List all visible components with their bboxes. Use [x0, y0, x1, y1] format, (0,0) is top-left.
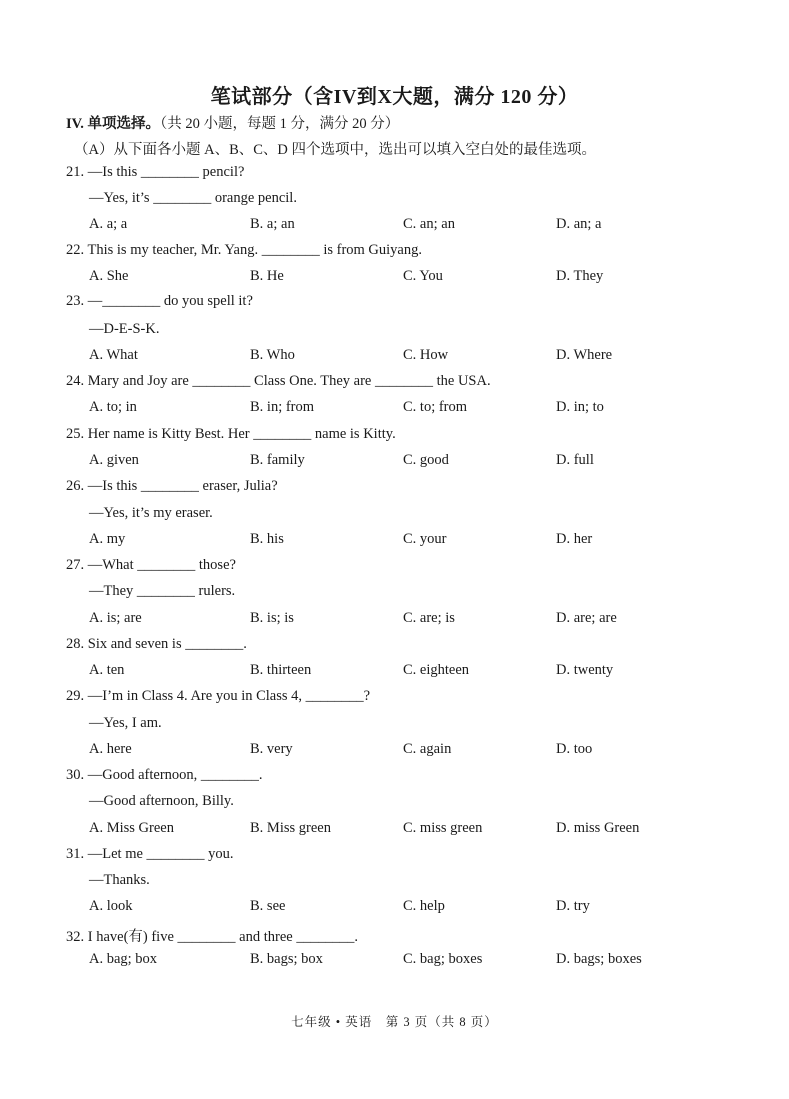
- question-29-options: [89, 741, 729, 761]
- question-26-stem: 26. —Is this ________ eraser, Julia?: [66, 478, 278, 494]
- option-d: D. are; are: [556, 610, 617, 626]
- question-24-options: [89, 399, 729, 419]
- option-d: D. twenty: [556, 662, 614, 678]
- question-27-reply: —They ________ rulers.: [89, 583, 236, 599]
- option-a: A. She: [89, 268, 129, 284]
- question-31-options: [89, 898, 729, 918]
- question-30-reply: —Good afternoon, Billy.: [89, 793, 234, 809]
- question-23-reply: —D-E-S-K.: [89, 321, 160, 337]
- option-d: D. bags; boxes: [556, 951, 642, 967]
- option-a: A. my: [89, 531, 126, 547]
- question-28-stem: 28. Six and seven is ________.: [66, 636, 247, 652]
- option-a: A. bag; box: [89, 951, 158, 967]
- question-21-stem: 21. —Is this ________ pencil?: [66, 164, 245, 180]
- option-d: D. They: [556, 268, 604, 284]
- option-c: C. to; from: [403, 399, 468, 415]
- option-b: B. is; is: [250, 610, 294, 626]
- section-instruction: （A）从下面各小题 A、B、C、D 四个选项中，选出可以填入空白处的最佳选项。: [74, 142, 597, 158]
- option-b: B. thirteen: [250, 662, 312, 678]
- option-d: D. full: [556, 452, 594, 468]
- page-title: 笔试部分（含IV到X大题，满分 120 分）: [210, 86, 579, 108]
- option-c: C. your: [403, 531, 447, 547]
- option-a: A. given: [89, 452, 139, 468]
- question-23-stem: 23. —________ do you spell it?: [66, 293, 253, 309]
- question-29-stem: 29. —I’m in Class 4. Are you in Class 4, ________?: [66, 688, 371, 704]
- option-b: B. bags; box: [250, 951, 323, 967]
- option-d: D. too: [556, 741, 593, 757]
- option-a: A. is; are: [89, 610, 142, 626]
- option-d: D. try: [556, 898, 590, 914]
- option-a: A. ten: [89, 662, 125, 678]
- option-c: C. You: [403, 268, 443, 284]
- option-c: C. eighteen: [403, 662, 470, 678]
- page-footer: 七年级 • 英语 第 3 页（共 8 页）: [291, 1015, 498, 1029]
- question-31-reply: —Thanks.: [89, 872, 150, 888]
- option-b: B. in; from: [250, 399, 315, 415]
- question-21-reply: —Yes, it’s ________ orange pencil.: [89, 190, 297, 206]
- option-c: C. bag; boxes: [403, 951, 483, 967]
- question-25-stem: 25. Her name is Kitty Best. Her ________ name is Kitty.: [66, 426, 396, 442]
- option-b: B. a; an: [250, 216, 295, 232]
- option-c: C. again: [403, 741, 452, 757]
- option-b: B. Miss green: [250, 820, 331, 836]
- option-c: C. an; an: [403, 216, 455, 232]
- section-label: IV. 单项选择。: [66, 116, 160, 132]
- option-a: A. to; in: [89, 399, 137, 415]
- option-b: B. very: [250, 741, 293, 757]
- question-30-options: [89, 820, 729, 840]
- question-27-stem: 27. —What ________ those?: [66, 557, 236, 573]
- option-b: B. He: [250, 268, 284, 284]
- question-30-stem: 30. —Good afternoon, ________.: [66, 767, 263, 783]
- option-a: A. here: [89, 741, 132, 757]
- option-c: C. help: [403, 898, 445, 914]
- question-28-options: [89, 662, 729, 682]
- option-b: B. family: [250, 452, 305, 468]
- question-22-stem: 22. This is my teacher, Mr. Yang. ________ is from Guiyang.: [66, 242, 422, 258]
- option-d: D. an; a: [556, 216, 602, 232]
- option-b: B. see: [250, 898, 286, 914]
- option-d: D. miss Green: [556, 820, 640, 836]
- option-c: C. good: [403, 452, 449, 468]
- option-a: A. a; a: [89, 216, 128, 232]
- section-heading: [66, 112, 399, 133]
- option-a: A. Miss Green: [89, 820, 174, 836]
- question-24-stem: 24. Mary and Joy are ________ Class One. They are ________ the USA.: [66, 373, 491, 389]
- question-27-options: [89, 610, 729, 630]
- question-26-options: [89, 531, 729, 551]
- question-21-options: [89, 216, 729, 236]
- question-25-options: [89, 452, 729, 472]
- question-23-options: [89, 347, 729, 367]
- option-b: B. Who: [250, 347, 295, 363]
- question-32-options: [89, 951, 729, 971]
- question-29-reply: —Yes, I am.: [89, 715, 162, 731]
- option-b: B. his: [250, 531, 284, 547]
- section-note: （共 20 小题，每题 1 分，满分 20 分）: [160, 116, 400, 132]
- option-c: C. How: [403, 347, 449, 363]
- option-d: D. in; to: [556, 399, 604, 415]
- question-32-stem: 32. I have(有) five ________ and three ________.: [66, 929, 358, 945]
- option-a: A. look: [89, 898, 133, 914]
- question-31-stem: 31. —Let me ________ you.: [66, 846, 234, 862]
- option-d: D. Where: [556, 347, 613, 363]
- option-d: D. her: [556, 531, 593, 547]
- question-26-reply: —Yes, it’s my eraser.: [89, 505, 213, 521]
- option-c: C. are; is: [403, 610, 455, 626]
- option-c: C. miss green: [403, 820, 483, 836]
- option-a: A. What: [89, 347, 138, 363]
- question-22-options: [89, 268, 729, 288]
